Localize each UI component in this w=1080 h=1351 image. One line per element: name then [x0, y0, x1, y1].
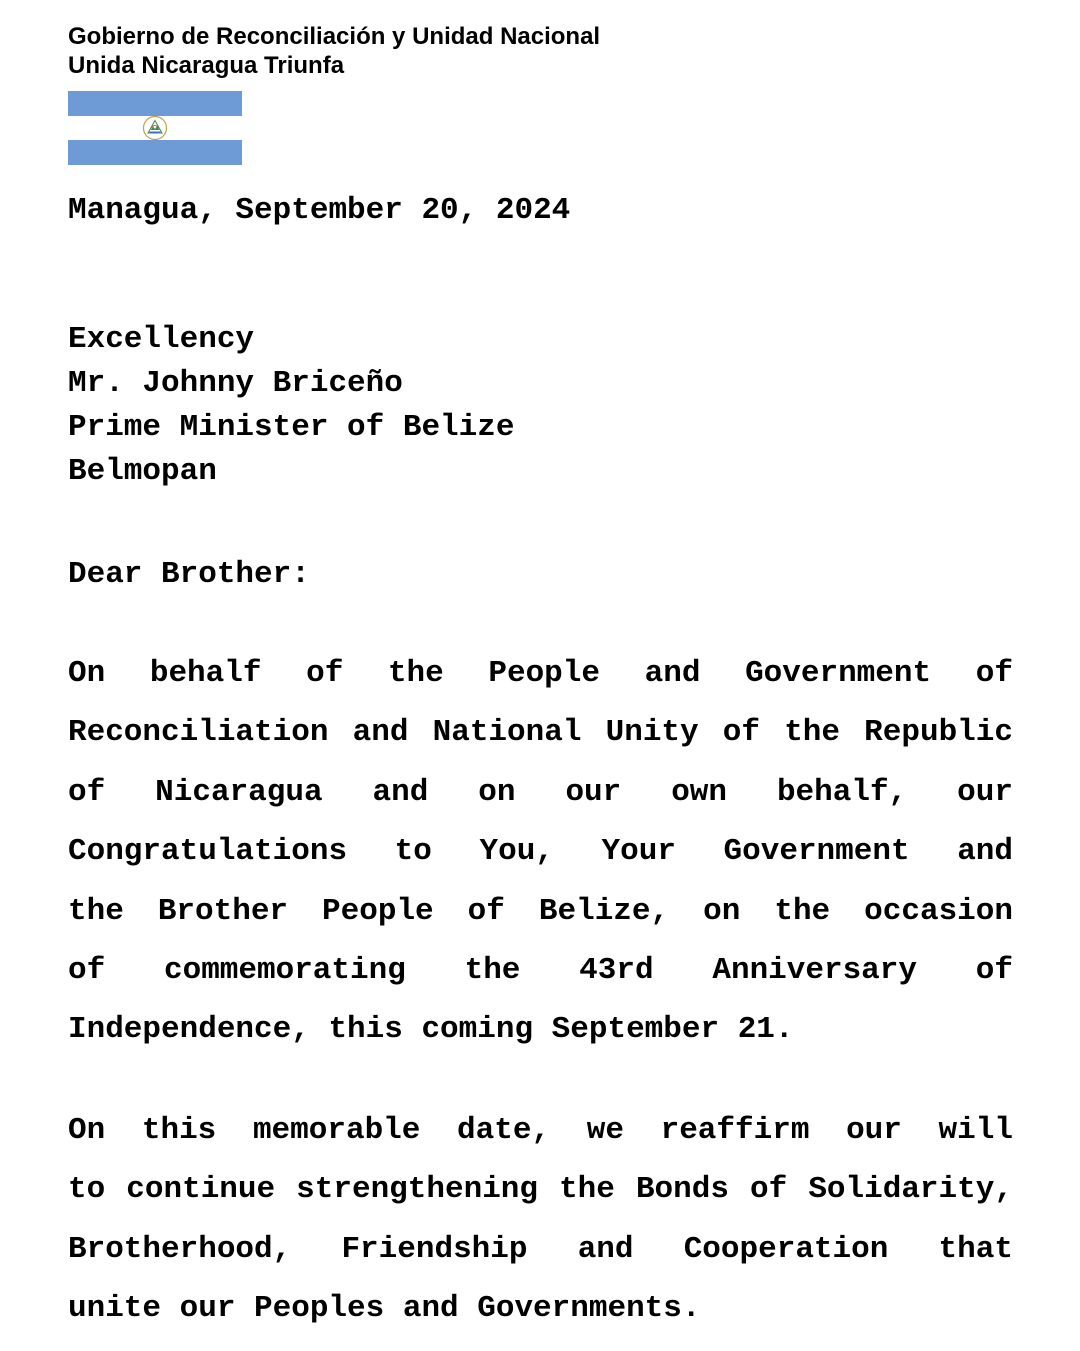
word: Nicaragua — [155, 774, 323, 810]
flag-bottom-band — [68, 140, 242, 165]
letter-date: Managua, September 20, 2024 — [68, 193, 571, 228]
word: this — [328, 1012, 403, 1048]
word: strengthening — [296, 1172, 539, 1208]
paragraph-line — [68, 775, 1013, 834]
flag-middle-band — [68, 116, 242, 141]
word: Unity — [605, 715, 699, 751]
word: unite — [68, 1291, 162, 1327]
paragraph-line — [68, 1012, 1013, 1071]
letterhead-government-name: Gobierno de Reconciliación y Unidad Nacional — [68, 23, 601, 50]
word: and — [402, 1291, 459, 1327]
word: 21. — [737, 1012, 794, 1048]
word: Anniversary — [712, 952, 917, 988]
word: our — [565, 774, 622, 810]
paragraph-line — [68, 834, 1013, 893]
word: commemorating — [163, 952, 406, 988]
word: behalf, — [776, 774, 908, 810]
letterhead — [68, 22, 600, 80]
word: Brotherhood, — [68, 1231, 292, 1267]
word: will — [938, 1113, 1013, 1148]
word: the — [559, 1172, 615, 1208]
word: Reconciliation — [68, 715, 329, 751]
word: Bonds — [635, 1172, 729, 1208]
word: Solidarity, — [808, 1172, 1013, 1208]
word: Friendship — [341, 1231, 528, 1267]
word: to — [394, 834, 432, 870]
word: that — [938, 1231, 1013, 1267]
paragraph-line — [68, 894, 1013, 953]
word: of — [467, 893, 505, 929]
paragraph-line — [68, 1291, 1013, 1350]
paragraph-line — [68, 1232, 1013, 1291]
word: the — [784, 715, 840, 751]
word: Government — [745, 656, 932, 691]
word: 43rd — [579, 952, 654, 988]
word: the — [774, 893, 831, 929]
word: our — [957, 774, 1013, 810]
word: on — [703, 893, 741, 929]
word: the — [68, 893, 124, 929]
word: Governments. — [477, 1291, 701, 1327]
paragraph-line — [68, 953, 1013, 1012]
word: People — [488, 656, 600, 691]
word: memorable — [252, 1113, 421, 1148]
flag-top-band — [68, 91, 242, 116]
word: occasion — [864, 893, 1013, 929]
word: we — [586, 1113, 624, 1148]
word: of — [975, 952, 1013, 988]
word: Government — [723, 834, 910, 870]
word: behalf — [149, 656, 262, 691]
addressee-line: Mr. Johnny Briceño — [68, 366, 403, 401]
word: On — [68, 656, 106, 691]
word: of — [722, 715, 761, 751]
word: of — [975, 656, 1013, 691]
word: our — [846, 1113, 902, 1148]
word: Congratulations — [68, 834, 348, 870]
word: of — [750, 1172, 788, 1208]
word: On — [68, 1113, 106, 1148]
word: Your — [601, 834, 676, 870]
paragraph-line — [68, 715, 1013, 774]
body-paragraph — [68, 1113, 1013, 1351]
addressee-block — [68, 318, 514, 494]
word: and — [372, 774, 429, 810]
word: coming — [421, 1012, 534, 1048]
word: this — [141, 1113, 217, 1148]
addressee-line: Excellency — [68, 322, 255, 357]
word: People — [322, 893, 434, 929]
word: Belize, — [538, 893, 670, 929]
addressee-line: Belmopan — [68, 454, 217, 489]
word: of — [306, 656, 344, 691]
word: You, — [479, 834, 554, 870]
word: of — [68, 952, 106, 988]
word: Peoples — [254, 1291, 385, 1327]
word: the — [464, 952, 521, 988]
word: National — [432, 715, 582, 751]
coat-of-arms-icon — [142, 115, 168, 141]
word: date, — [457, 1113, 551, 1148]
word: the — [387, 656, 444, 691]
word: our — [179, 1291, 236, 1327]
addressee-line: Prime Minister of Belize — [68, 410, 515, 445]
paragraph-line — [68, 1113, 1013, 1172]
word: on — [478, 774, 516, 810]
salutation: Dear Brother: — [68, 557, 310, 592]
word: September — [551, 1012, 720, 1048]
word: Republic — [864, 715, 1013, 751]
paragraph-line — [68, 656, 1013, 715]
word: and — [352, 715, 409, 751]
word: and — [577, 1231, 634, 1267]
nicaragua-flag — [68, 91, 242, 165]
letterhead-slogan: Unida Nicaragua Triunfa — [68, 52, 345, 79]
word: continue — [126, 1172, 276, 1208]
word: and — [957, 834, 1013, 870]
word: Cooperation — [683, 1231, 889, 1267]
word: and — [644, 656, 701, 691]
word: of — [68, 774, 106, 810]
word: to — [68, 1172, 106, 1208]
body-paragraph — [68, 656, 1013, 1072]
word: Brother — [157, 893, 289, 929]
word: Independence, — [68, 1012, 310, 1048]
word: reaffirm — [660, 1113, 810, 1148]
paragraph-line — [68, 1172, 1013, 1231]
word: own — [671, 774, 727, 810]
